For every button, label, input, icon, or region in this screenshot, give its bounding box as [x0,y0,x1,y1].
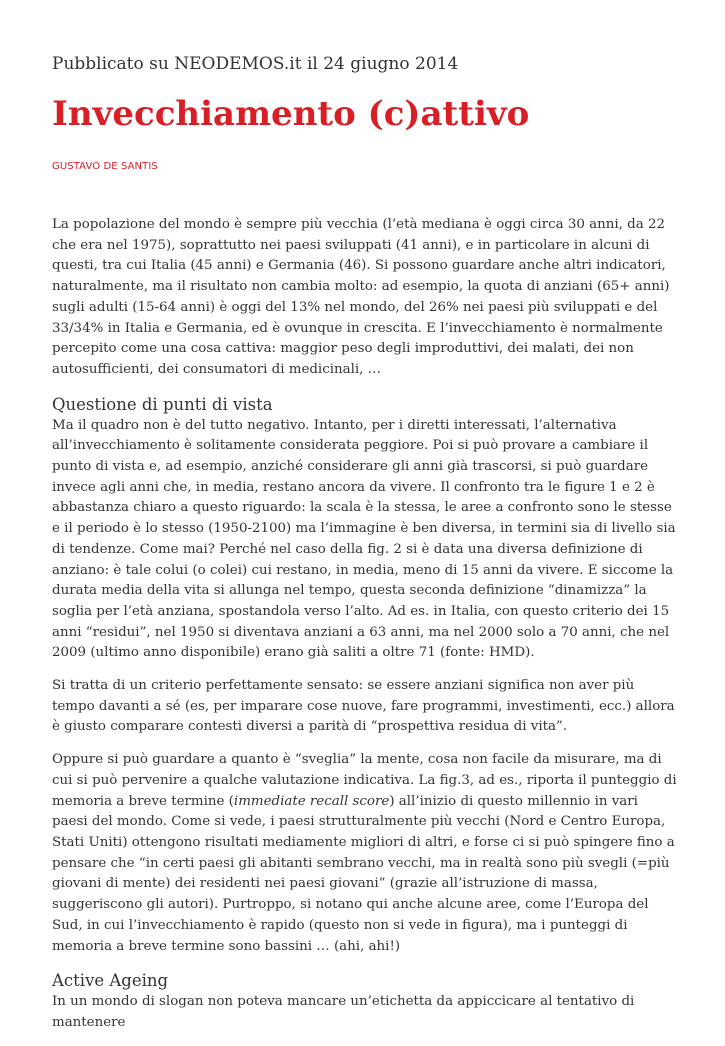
memoria-term: immediate recall score [233,793,390,809]
paragraph-quadro: Ma il quadro non è del tutto negativo. Intanto, per i diretti interessati, l’alternativa all’invecchiamento è solitamente considerata peggiore. Poi si può provare a cambiare il punto di vista e, ad esempio, anziché considerare gli anni già trascorsi, si può guardare invece agli anni che, in media, restano ancora da vivere. Il confronto tra le figure 1 e 2 è abbastanza chiaro a questo riguardo: la scala è la stessa, le aree a confronto sono le stesse e il periodo è lo stesso (1950-2100) ma l’immagine è ben diversa, in termini sia di livello sia di tendenze. Come mai? Perché nel caso della fig. 2 si è data una diversa definizione di anziano: è tale colui (o colei) cui restano, in media, meno di 15 anni da vivere. E siccome la durata media della vita si allunga nel tempo, questa seconda definizione “dinamizza” la soglia per l’età anziana, spostandola verso l’alto. Ad es. in Italia, con questo criterio dei 15 anni “residui”, nel 1950 si diventava anziani a 63 anni, ma nel 2000 solo a 70 anni, che nel 2009 (ultimo anno disponibile) erano già saliti a oltre 71 (fonte: HMD). [52,417,676,661]
article-body [52,215,677,1046]
intro-paragraph: La popolazione del mondo è sempre più vecchia (l’età mediana è oggi circa 30 anni, da 22 che era nel 1975), soprattutto nei paesi sviluppati (41 anni), e in particolare in alcuni di questi, tra cui Italia (45 anni) e Germania (46). Si possono guardare anche altri indicatori, naturalmente, ma il risultato non cambia molto: ad esempio, la quota di anziani (65+ anni) sugli adulti (15-64 anni) è oggi del 13% nel mondo, del 26% nei paesi più sviluppati e del 33/34% in Italia e Germania, ed è ovunque in crescita. E l’invecchiamento è normalmente percepito come una cosa cattiva: maggior peso degli improduttivi, dei malati, dei non autosufficienti, dei consumatori di medicinali, … [52,217,670,377]
paragraph-criterio: Si tratta di un criterio perfettamente sensato: se essere anziani significa non aver più tempo davanti a sé (es, per imparare cose nuove, fare programmi, investimenti, ecc.) allora è giusto comparare contesti diversi a parità di “prospettiva residua di vita”. [52,678,675,735]
paragraph-memoria [52,750,677,957]
article-title: Invecchiamento (c)attivo [52,94,530,134]
memoria-text-start: Oppure si può guardare a quanto è “sveglia” la mente, cosa non facile da misurare, ma di cui si può pervenire a qualche valutazione indicativa. La fig.3, ad es., riporta il punteggio di memoria a breve termine ( [52,752,677,809]
memoria-text-end: ) all’inizio di questo millennio in vari paesi del mondo. Come si vede, i paesi strutturalmente più vecchi (Nord e Centro Europa, Stati Uniti) ottengono risultati mediamente migliori di altri, e forse ci si può spingere fino a pensare che “in certi paesi gli abitanti sembrano vecchi, ma in realtà sono più svegli (=più giovani di mente) dei residenti nei paesi giovani” (grazie all’istruzione di massa, suggeriscono gli autori). Purtroppo, si notano qui anche alcune aree, come l’Europa del Sud, in cui l’invecchiamento è rapido (questo non si vede in figura), ma i punteggi di memoria a breve termine sono bassini … (ahi, ahi!) [52,793,675,954]
publication-line: Pubblicato su NEODEMOS.it il 24 giugno 2014 [52,54,459,74]
paragraph-slogan: In un mondo di slogan non poteva mancare un’etichetta da appiccicare al tentativo di mantenere [52,994,635,1030]
author-name[interactable]: GUSTAVO DE SANTIS [52,161,158,172]
section-heading-punti-di-vista: Questione di punti di vista [52,394,273,414]
section-heading-active-ageing: Active Ageing [52,971,169,991]
